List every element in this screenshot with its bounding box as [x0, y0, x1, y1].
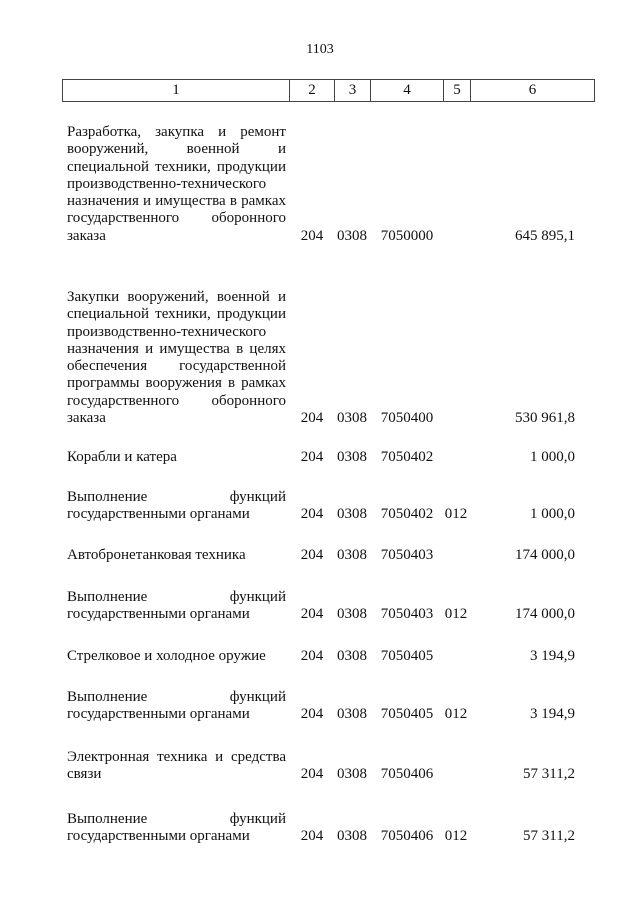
table-row: [67, 689, 577, 724]
cell-c3: 0308: [337, 410, 367, 427]
cell-c6: 530 961,8: [515, 410, 575, 427]
cell-c2: 204: [300, 410, 324, 427]
cell-c2: 204: [300, 766, 324, 783]
description-line: заказа: [67, 227, 106, 244]
cell-c6: 3 194,9: [530, 648, 575, 664]
header-col-6: 6: [470, 80, 594, 101]
description-line: государственными органами: [67, 606, 250, 623]
header-col-4: 4: [370, 80, 443, 101]
cell-c4: 7050402: [380, 506, 434, 523]
cell-c2: 204: [300, 506, 324, 523]
row-description: [67, 589, 286, 624]
cell-c4: 7050406: [380, 828, 434, 845]
table-row: [67, 749, 577, 784]
table-row: [67, 547, 577, 564]
cell-c3: 0308: [337, 766, 367, 783]
cell-c3: 0308: [337, 606, 367, 623]
cell-c3: 0308: [337, 706, 367, 723]
description-line: назначения и имущества в целях: [67, 340, 286, 357]
header-col-2: 2: [289, 80, 334, 101]
cell-c6: 174 000,0: [515, 606, 575, 623]
row-description: [67, 124, 286, 245]
description-line: государственными органами: [67, 706, 250, 723]
table-row: [67, 811, 577, 846]
cell-c4: 7050405: [380, 706, 434, 723]
cell-c4: 7050403: [380, 547, 434, 563]
header-col-1: 1: [172, 82, 180, 98]
cell-c6: 57 311,2: [523, 766, 575, 783]
table-row: [67, 449, 577, 466]
cell-c5: 012: [444, 606, 468, 623]
row-description: [67, 749, 286, 784]
cell-c6: 3 194,9: [530, 706, 575, 723]
description-line: государственного оборонного: [67, 392, 286, 409]
cell-c6: 57 311,2: [523, 828, 575, 845]
description-line: Выполнение функций: [67, 689, 286, 705]
cell-c3: 0308: [337, 828, 367, 845]
cell-c3: 0308: [337, 227, 367, 244]
description-line: обеспечения государственной: [67, 358, 286, 375]
description-line: Выполнение функций: [67, 589, 286, 605]
row-description: [67, 648, 286, 665]
row-description: [67, 289, 286, 427]
description-line: программы вооружения в рамках: [67, 375, 286, 392]
cell-c4: 7050406: [380, 766, 434, 783]
row-description: [67, 811, 286, 846]
cell-c6: 174 000,0: [515, 547, 575, 563]
table-row: [67, 589, 577, 624]
description-line: производственно-технического: [67, 323, 267, 340]
description-line: Выполнение функций: [67, 489, 286, 505]
description-line: государственными органами: [67, 828, 250, 845]
description-line: государственного оборонного: [67, 210, 286, 227]
row-description: [67, 689, 286, 724]
row-description: [67, 547, 286, 564]
description-line: Закупки вооружений, военной и: [67, 289, 286, 305]
header-col-5: 5: [443, 80, 470, 101]
description-line: Выполнение функций: [67, 811, 286, 827]
description-line: Стрелковое и холодное оружие: [67, 648, 266, 664]
description-line: заказа: [67, 410, 106, 427]
cell-c4: 7050000: [380, 227, 434, 244]
cell-c4: 7050402: [380, 449, 434, 465]
cell-c3: 0308: [337, 648, 367, 664]
row-description: [67, 489, 286, 524]
cell-c2: 204: [300, 828, 324, 845]
description-line: назначения и имущества в рамках: [67, 193, 286, 210]
cell-c2: 204: [300, 227, 324, 244]
header-col-3: 3: [334, 80, 370, 101]
cell-c6: 645 895,1: [515, 227, 575, 244]
description-line: Корабли и катера: [67, 449, 177, 465]
table-row: [67, 489, 577, 524]
table-row: [67, 124, 577, 245]
cell-c2: 204: [300, 706, 324, 723]
cell-c3: 0308: [337, 547, 367, 563]
description-line: специальной техники, продукции: [67, 158, 286, 175]
description-line: Автобронетанковая техника: [67, 547, 246, 563]
cell-c4: 7050403: [380, 606, 434, 623]
cell-c4: 7050405: [380, 648, 434, 664]
cell-c3: 0308: [337, 449, 367, 465]
table-row: [67, 289, 577, 427]
cell-c6: 1 000,0: [530, 449, 575, 465]
description-line: специальной техники, продукции: [67, 306, 286, 323]
description-line: вооружений, военной и: [67, 141, 286, 158]
cell-c6: 1 000,0: [530, 506, 575, 523]
cell-c2: 204: [300, 648, 324, 664]
cell-c2: 204: [300, 606, 324, 623]
cell-c5: 012: [444, 706, 468, 723]
description-line: государственными органами: [67, 506, 250, 523]
description-line: Электронная техника и средства: [67, 749, 286, 765]
cell-c3: 0308: [337, 506, 367, 523]
cell-c2: 204: [300, 449, 324, 465]
cell-c4: 7050400: [380, 410, 434, 427]
cell-c5: 012: [444, 828, 468, 845]
description-line: Разработка, закупка и ремонт: [67, 124, 286, 140]
cell-c5: 012: [444, 506, 468, 523]
page-number: 1103: [306, 42, 334, 57]
description-line: связи: [67, 766, 102, 783]
table-header: [62, 79, 595, 102]
row-description: [67, 449, 286, 466]
description-line: производственно-технического: [67, 175, 267, 192]
table-row: [67, 648, 577, 665]
cell-c2: 204: [300, 547, 324, 563]
